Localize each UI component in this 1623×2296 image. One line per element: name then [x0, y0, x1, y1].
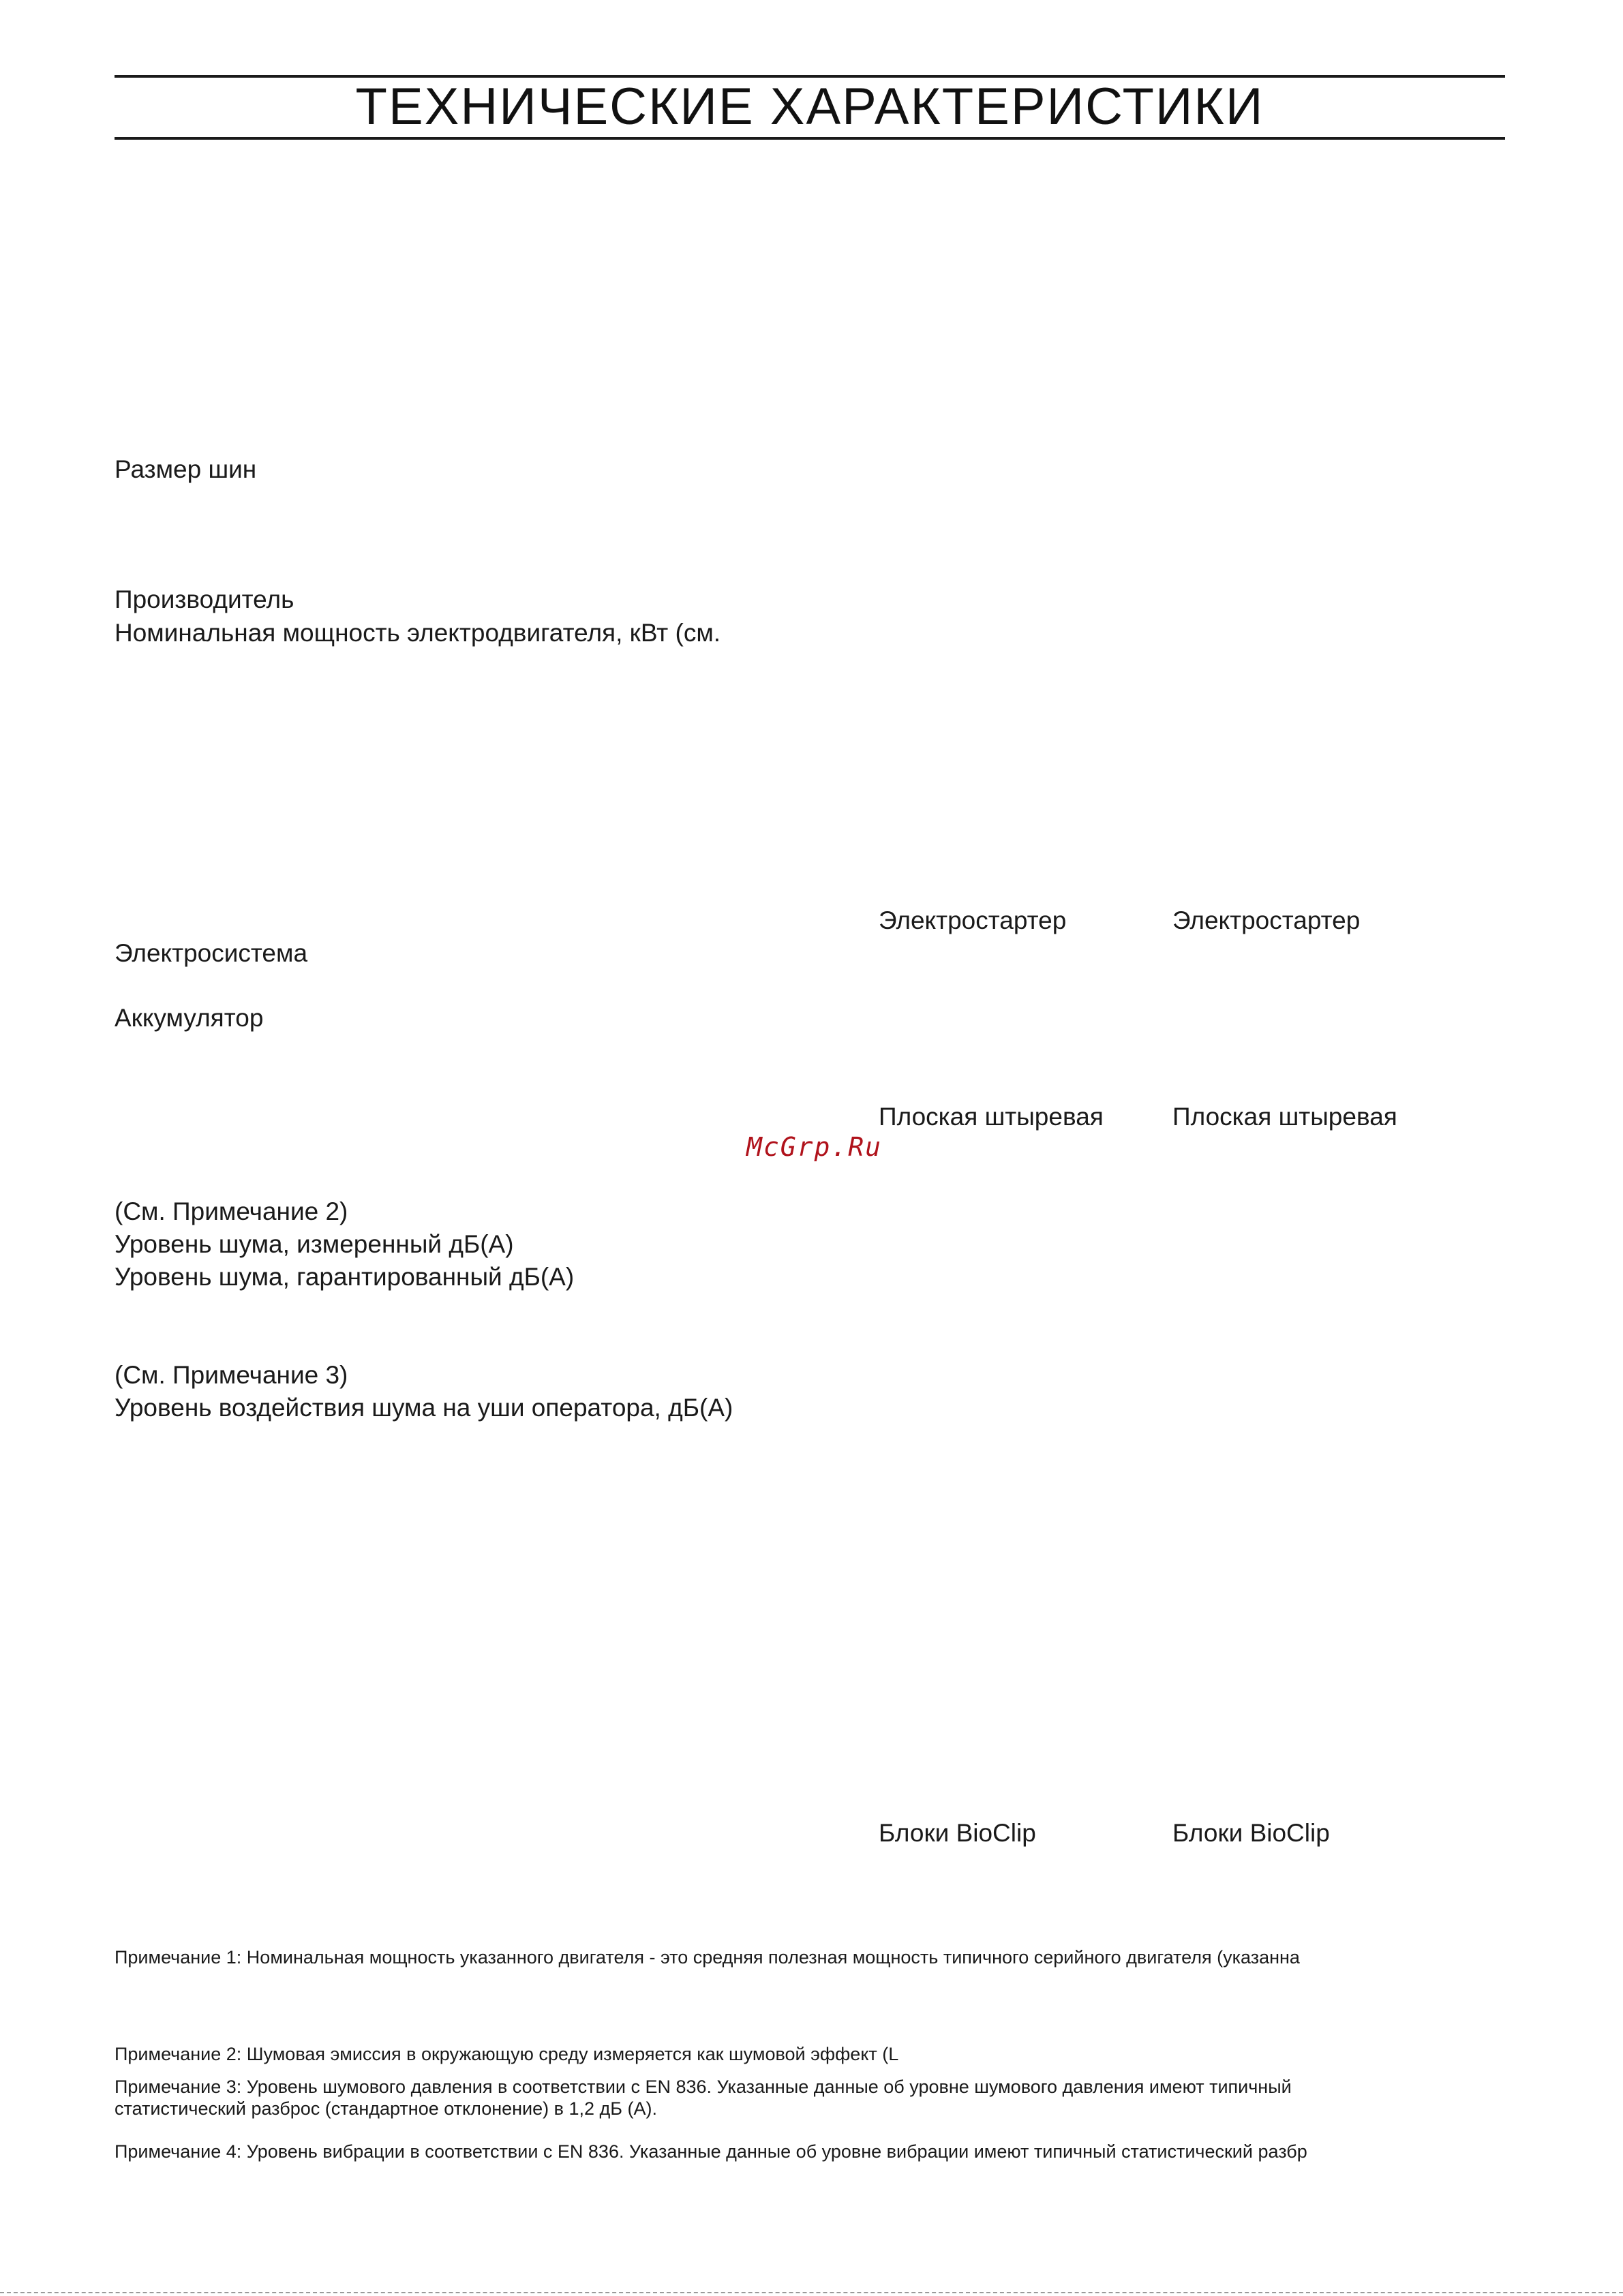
label-noise-measured: Уровень шума, измеренный дБ(А) [115, 1230, 514, 1258]
column-1-blocks: Блоки BioClip [879, 1819, 1036, 1847]
note-4: Примечание 4: Уровень вибрации в соответствии с EN 836. Указанные данные об уровне вибрации имеют типичный статистический разбр [115, 2141, 1307, 2162]
label-see-note-2: (См. Примечание 2) [115, 1197, 348, 1225]
column-2-connector: Плоская штыревая [1172, 1103, 1397, 1131]
label-rated-power: Номинальная мощность электродвигателя, кВт (см. [115, 619, 721, 647]
column-2-starter: Электростартер [1172, 906, 1361, 934]
label-battery: Аккумулятор [115, 1004, 264, 1032]
note-2: Примечание 2: Шумовая эмиссия в окружающую среду измеряется как шумовой эффект (L [115, 2044, 899, 2064]
bottom-dashed-edge [0, 2292, 1623, 2293]
label-manufacturer: Производитель [115, 585, 294, 613]
note-3-line-2: статистический разброс (стандартное отклонение) в 1,2 дБ (А). [115, 2098, 657, 2119]
column-2-blocks: Блоки BioClip [1172, 1819, 1330, 1847]
column-1-connector: Плоская штыревая [879, 1103, 1104, 1131]
label-see-note-3: (См. Примечание 3) [115, 1361, 348, 1389]
label-noise-operator: Уровень воздействия шума на уши оператора, дБ(А) [115, 1394, 733, 1422]
page-title: ТЕХНИЧЕСКИЕ ХАРАКТЕРИСТИКИ [355, 78, 1264, 136]
note-1: Примечание 1: Номинальная мощность указанного двигателя - это средняя полезная мощность типичного серийного двигателя (указанна [115, 1947, 1300, 1968]
note-3-line-1: Примечание 3: Уровень шумового давления в соответствии с EN 836. Указанные данные об уровне шумового давления имеют типичный [115, 2077, 1292, 2097]
column-1-starter: Электростартер [879, 906, 1067, 934]
watermark[interactable]: McGrp.Ru [746, 1132, 883, 1162]
label-tire-size: Размер шин [115, 455, 257, 483]
label-noise-guaranteed: Уровень шума, гарантированный дБ(А) [115, 1263, 575, 1291]
label-electrical-system: Электросистема [115, 939, 308, 967]
title-rule-bottom [115, 137, 1505, 140]
